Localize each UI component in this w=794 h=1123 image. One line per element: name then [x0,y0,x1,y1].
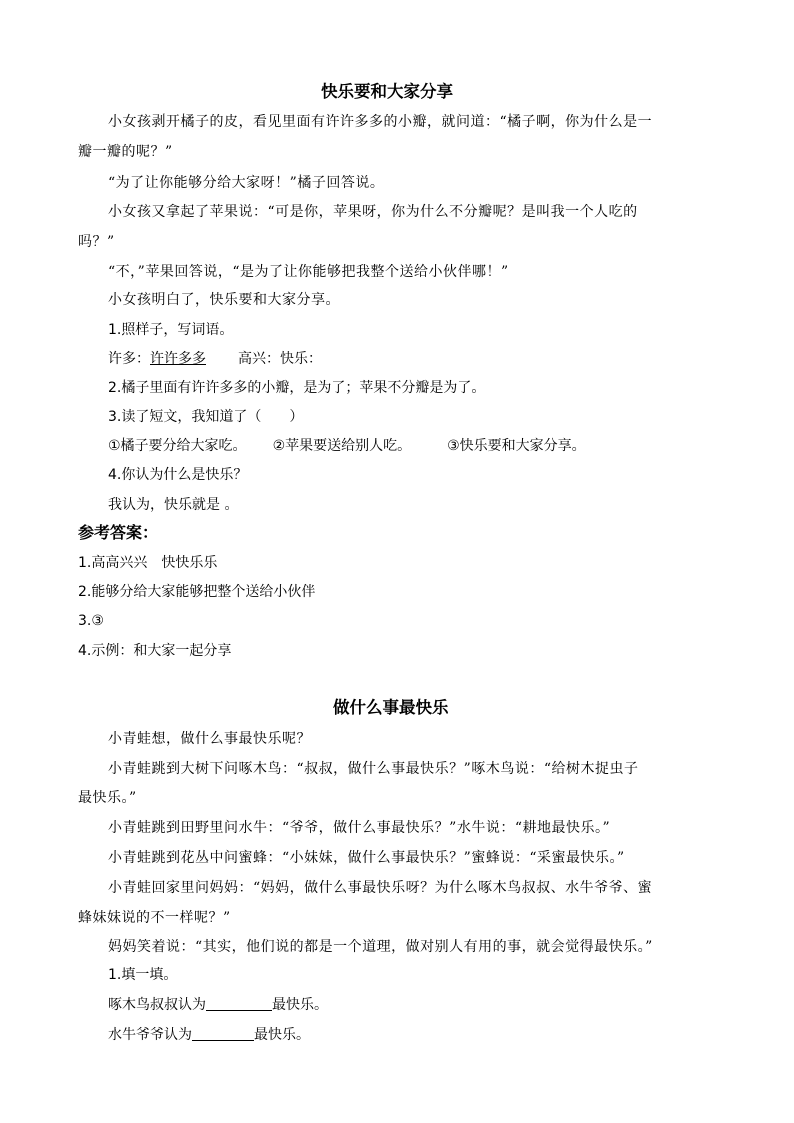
example-label: 许多： [108,351,150,367]
paragraph-line: 最快乐。” [78,790,137,806]
passage-title: 做什么事最快乐 [333,698,449,717]
option-2: ②苹果要送给别人吃。 [272,438,412,454]
question-1-task: 高兴：快乐： [238,351,322,367]
question-4-prompt: 我认为，快乐就是 。 [108,497,239,513]
answer-1: 1.高高兴兴 快快乐乐 [78,555,218,571]
option-3: ③快乐要和大家分享。 [447,438,586,454]
paragraph-line: 吗？” [78,234,115,250]
fill-blank-suffix: 最快乐。 [254,1027,310,1043]
answers-heading: 参考答案： [78,523,159,542]
question-1-example [108,350,322,368]
passage-title: 快乐要和大家分享 [321,82,453,101]
question-2: 2.橘子里面有许许多多的小瓣，是为了；苹果不分瓣是为了。 [108,380,486,396]
paragraph-line: 小女孩明白了，快乐要和大家分享。 [108,292,340,308]
fill-blank-suffix: 最快乐。 [272,997,328,1013]
fill-blank-line [108,996,328,1014]
question-3: 3.读了短文，我知道了（ ） [108,409,304,425]
paragraph-line: 小青蛙跳到大树下问啄木鸟：“叔叔，做什么事最快乐？”啄木鸟说：“给树木捉虫子 [108,761,639,777]
paragraph-line: “为了让你能够分给大家呀！”橘子回答说。 [108,175,385,191]
answer-3: 3.③ [78,613,104,629]
paragraph-line: 蜂妹妹说的不一样呢？” [78,910,231,926]
fill-blank[interactable] [192,1026,254,1041]
paragraph-line: 妈妈笑着说：“其实，他们说的都是一个道理，做对别人有用的事，就会觉得最快乐。” [108,939,653,955]
fill-blank[interactable] [206,996,272,1011]
paragraph-line: 瓣一瓣的呢？” [78,144,173,160]
fill-blank-prefix: 水牛爷爷认为 [108,1027,192,1043]
fill-blank-prefix: 啄木鸟叔叔认为 [108,997,206,1013]
paragraph-line: 小青蛙跳到田野里问水牛：“爷爷，做什么事最快乐？”水牛说：“耕地最快乐。” [108,820,611,836]
example-answer: 许许多多 [150,351,206,367]
question-1: 1.照样子，写词语。 [108,322,234,338]
paragraph-line: 小青蛙想，做什么事最快乐呢？ [108,731,311,747]
paragraph-line: “不，”苹果回答说，“是为了让你能够把我整个送给小伙伴哪！” [108,264,509,280]
option-1: ①橘子要分给大家吃。 [108,438,247,454]
paragraph-line: 小青蛙跳到花丛中问蜜蜂：“小妹妹，做什么事最快乐？”蜜蜂说：“采蜜最快乐。” [108,850,625,866]
question-1: 1.填一填。 [108,967,178,983]
question-4: 4.你认为什么是快乐？ [108,467,248,483]
fill-blank-line [108,1026,310,1044]
question-3-options [108,437,586,455]
paragraph-line: 小女孩剥开橘子的皮，看见里面有许许多多的小瓣，就问道：“橘子啊，你为什么是一 [108,114,653,130]
answer-2: 2.能够分给大家能够把整个送给小伙伴 [78,584,316,600]
paragraph-line: 小女孩又拿起了苹果说：“可是你，苹果呀，你为什么不分瓣呢？是叫我一个人吃的 [108,204,638,220]
paragraph-line: 小青蛙回家里问妈妈：“妈妈，做什么事最快乐呀？为什么啄木鸟叔叔、水牛爷爷、蜜 [108,880,653,896]
answer-4: 4.示例：和大家一起分享 [78,643,232,659]
